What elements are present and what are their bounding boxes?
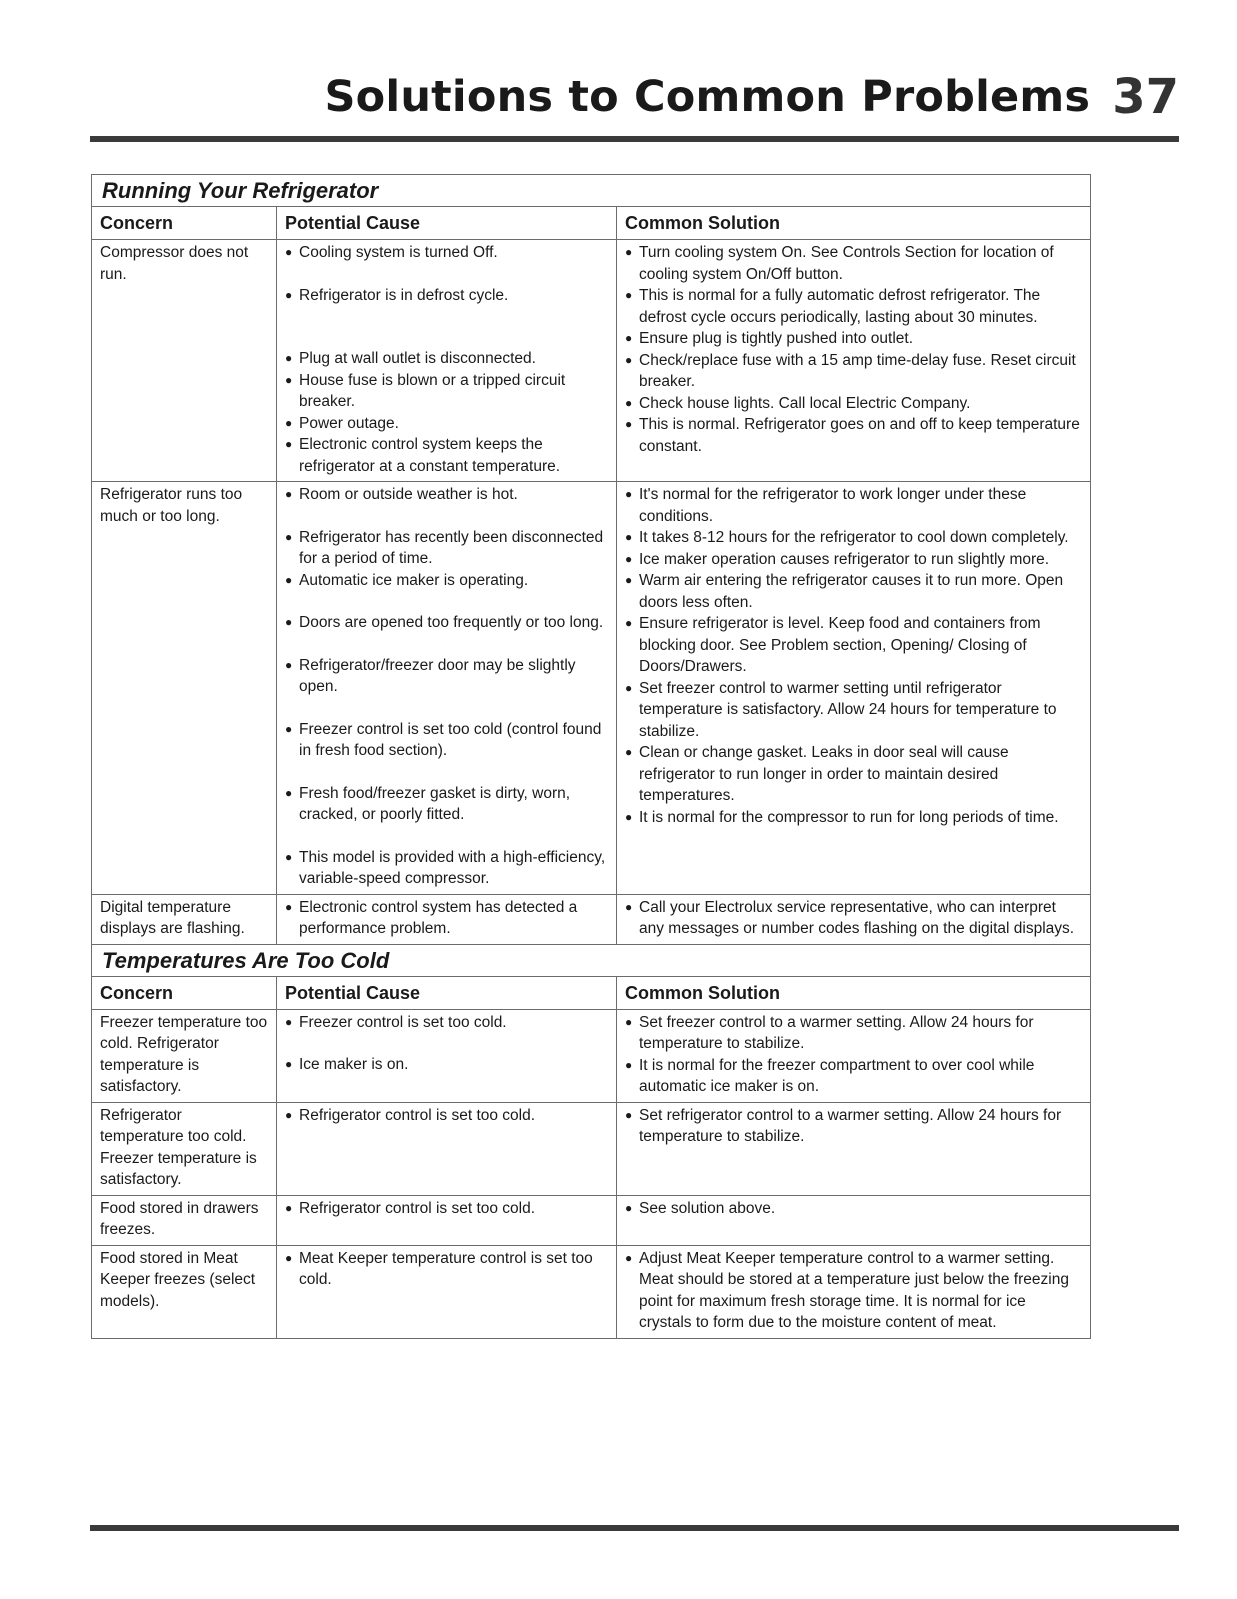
header-rule: [90, 136, 1179, 142]
cause-cell: [277, 1009, 617, 1102]
footer-rule: [90, 1525, 1179, 1531]
cause-item: ● Plug at wall outlet is disconnected.: [285, 348, 608, 370]
solution-item: ● Ensure refrigerator is level. Keep food and containers from blocking door. See Problem section, Opening/ Closing of Doors/Drawers.: [625, 613, 1082, 678]
bullet-icon: ●: [625, 487, 633, 501]
table-row: [92, 1009, 1091, 1102]
bullet-icon: ●: [285, 1200, 293, 1215]
cause-cell: [277, 1102, 617, 1195]
concern-cell: Digital temperature displays are flashing.: [92, 894, 277, 944]
solution-item: ● It takes 8-12 hours for the refrigerator to cool down completely.: [625, 527, 1082, 549]
solution-cell: [617, 1245, 1091, 1338]
bullet-icon: ●: [285, 437, 293, 451]
bullet-icon: ●: [285, 849, 293, 864]
bullet-icon: ●: [285, 529, 293, 544]
bullet-icon: ●: [625, 530, 633, 544]
cause-cell: [277, 1195, 617, 1245]
column-header-concern: Concern: [92, 207, 277, 240]
solution-item: ● It's normal for the refrigerator to work longer under these conditions.: [625, 484, 1082, 527]
page-number: 37: [1112, 69, 1179, 125]
bullet-icon: ●: [625, 245, 633, 259]
bullet-icon: ●: [285, 245, 293, 259]
column-header-solution: Common Solution: [617, 976, 1091, 1009]
bullet-icon: ●: [625, 745, 633, 759]
cause-item: ● Ice maker is on.: [285, 1054, 608, 1076]
cause-cell: [277, 240, 617, 482]
table-row: [92, 240, 1091, 482]
bullet-icon: ●: [285, 657, 293, 672]
cause-cell: [277, 1245, 617, 1338]
bullet-icon: ●: [625, 331, 633, 345]
bullet-icon: ●: [625, 1014, 633, 1029]
solution-item: ● Call your Electrolux service representative, who can interpret any messages or number codes flashing on the digital displays.: [625, 897, 1082, 940]
bullet-icon: ●: [625, 573, 633, 587]
solution-item: ● Check house lights. Call local Electric Company.: [625, 393, 1082, 415]
solution-item: ● This is normal. Refrigerator goes on and off to keep temperature constant.: [625, 414, 1082, 457]
column-header-row: [92, 976, 1091, 1009]
cause-item: ● Meat Keeper temperature control is set too cold.: [285, 1248, 608, 1291]
solution-item: ● Turn cooling system On. See Controls Section for location of cooling system On/Off button.: [625, 242, 1082, 285]
table-row: [92, 1245, 1091, 1338]
solution-item: ● This is normal for a fully automatic defrost refrigerator. The defrost cycle occurs periodically, lasting about 30 minutes.: [625, 285, 1082, 328]
bullet-icon: ●: [625, 1107, 633, 1122]
concern-cell: Food stored in drawers freezes.: [92, 1195, 277, 1245]
cause-item: ● House fuse is blown or a tripped circuit breaker.: [285, 370, 608, 413]
solution-cell: [617, 1102, 1091, 1195]
bullet-icon: ●: [625, 1057, 633, 1072]
concern-cell: Refrigerator runs too much or too long.: [92, 482, 277, 895]
bullet-icon: ●: [285, 351, 293, 365]
concern-cell: Freezer temperature too cold. Refrigerator temperature is satisfactory.: [92, 1009, 277, 1102]
table-row: [92, 894, 1091, 944]
bullet-icon: ●: [625, 809, 633, 824]
bullet-icon: ●: [285, 899, 293, 914]
concern-cell: Compressor does not run.: [92, 240, 277, 482]
bullet-icon: ●: [625, 899, 633, 914]
cause-item: ● Refrigerator control is set too cold.: [285, 1105, 608, 1127]
bullet-icon: ●: [625, 680, 633, 695]
solution-item: ● Set freezer control to a warmer setting. Allow 24 hours for temperature to stabilize.: [625, 1012, 1082, 1055]
solution-item: ● Warm air entering the refrigerator causes it to run more. Open doors less often.: [625, 570, 1082, 613]
solution-cell: [617, 240, 1091, 482]
bullet-icon: ●: [625, 551, 633, 566]
bullet-icon: ●: [285, 1057, 293, 1071]
concern-cell: Refrigerator temperature too cold. Freezer temperature is satisfactory.: [92, 1102, 277, 1195]
cause-item: ● Electronic control system keeps the refrigerator at a constant temperature.: [285, 434, 608, 477]
table-row: [92, 482, 1091, 895]
solution-cell: [617, 1195, 1091, 1245]
cause-item: ● Doors are opened too frequently or too long.: [285, 612, 608, 634]
page-title: Solutions to Common Problems: [324, 72, 1091, 122]
cause-cell: [277, 894, 617, 944]
cause-item: ● Fresh food/freezer gasket is dirty, worn, cracked, or poorly fitted.: [285, 783, 608, 826]
page-header: [324, 64, 1179, 130]
bullet-icon: ●: [285, 1107, 293, 1122]
cause-cell: [277, 482, 617, 895]
solution-cell: [617, 894, 1091, 944]
cause-item: ● Power outage.: [285, 413, 608, 435]
cause-item: ● Freezer control is set too cold.: [285, 1012, 608, 1034]
cause-item: ● Refrigerator is in defrost cycle.: [285, 285, 608, 307]
solution-item: ● See solution above.: [625, 1198, 1082, 1220]
bullet-icon: ●: [285, 721, 293, 736]
bullet-icon: ●: [285, 615, 293, 629]
bullet-icon: ●: [625, 352, 633, 367]
column-header-concern: Concern: [92, 976, 277, 1009]
bullet-icon: ●: [625, 395, 633, 410]
cause-item: ● Electronic control system has detected a performance problem.: [285, 897, 608, 940]
bullet-icon: ●: [285, 785, 293, 800]
cause-item: ● This model is provided with a high-efficiency, variable-speed compressor.: [285, 847, 608, 890]
solution-item: ● Set refrigerator control to a warmer setting. Allow 24 hours for temperature to stabilize.: [625, 1105, 1082, 1148]
solution-item: ● Adjust Meat Keeper temperature control to a warmer setting. Meat should be stored at a temperature just below the freezing point for maximum fresh storage time. It is normal for ice crystals to form due to the moisture content of meat.: [625, 1248, 1082, 1334]
bullet-icon: ●: [285, 1250, 293, 1265]
bullet-icon: ●: [285, 487, 293, 501]
solution-item: ● Ice maker operation causes refrigerator to run slightly more.: [625, 549, 1082, 571]
table-row: [92, 1102, 1091, 1195]
bullet-icon: ●: [285, 572, 293, 587]
solution-cell: [617, 482, 1091, 895]
section-heading-row: [92, 944, 1091, 976]
section-title: Running Your Refrigerator: [92, 175, 1091, 207]
solution-item: ● Clean or change gasket. Leaks in door seal will cause refrigerator to run longer in order to maintain desired temperatures.: [625, 742, 1082, 807]
cause-item: ● Refrigerator/freezer door may be slightly open.: [285, 655, 608, 698]
solution-cell: [617, 1009, 1091, 1102]
section-title: Temperatures Are Too Cold: [92, 944, 1091, 976]
column-header-cause: Potential Cause: [277, 207, 617, 240]
troubleshooting-table: [91, 174, 1091, 1339]
bullet-icon: ●: [285, 415, 293, 430]
bullet-icon: ●: [625, 1200, 633, 1215]
cause-item: ● Freezer control is set too cold (control found in fresh food section).: [285, 719, 608, 762]
table-row: [92, 1195, 1091, 1245]
solution-item: ● Check/replace fuse with a 15 amp time-delay fuse. Reset circuit breaker.: [625, 350, 1082, 393]
solution-item: ● It is normal for the compressor to run for long periods of time.: [625, 807, 1082, 829]
cause-item: ● Automatic ice maker is operating.: [285, 570, 608, 592]
cause-item: ● Refrigerator control is set too cold.: [285, 1198, 608, 1220]
cause-item: ● Refrigerator has recently been disconnected for a period of time.: [285, 527, 608, 570]
section-heading-row: [92, 175, 1091, 207]
solution-item: ● Set freezer control to warmer setting until refrigerator temperature is satisfactory. Allow 24 hours for temperature to stabilize.: [625, 678, 1082, 743]
bullet-icon: ●: [625, 1250, 633, 1265]
column-header-cause: Potential Cause: [277, 976, 617, 1009]
concern-cell: Food stored in Meat Keeper freezes (select models).: [92, 1245, 277, 1338]
column-header-solution: Common Solution: [617, 207, 1091, 240]
bullet-icon: ●: [285, 372, 293, 387]
solution-item: ● Ensure plug is tightly pushed into outlet.: [625, 328, 1082, 350]
bullet-icon: ●: [285, 287, 293, 302]
bullet-icon: ●: [625, 288, 633, 302]
bullet-icon: ●: [625, 417, 633, 431]
column-header-row: [92, 207, 1091, 240]
cause-item: ● Room or outside weather is hot.: [285, 484, 608, 506]
cause-item: ● Cooling system is turned Off.: [285, 242, 608, 264]
solution-item: ● It is normal for the freezer compartment to over cool while automatic ice maker is on.: [625, 1055, 1082, 1098]
bullet-icon: ●: [285, 1014, 293, 1029]
bullet-icon: ●: [625, 616, 633, 630]
